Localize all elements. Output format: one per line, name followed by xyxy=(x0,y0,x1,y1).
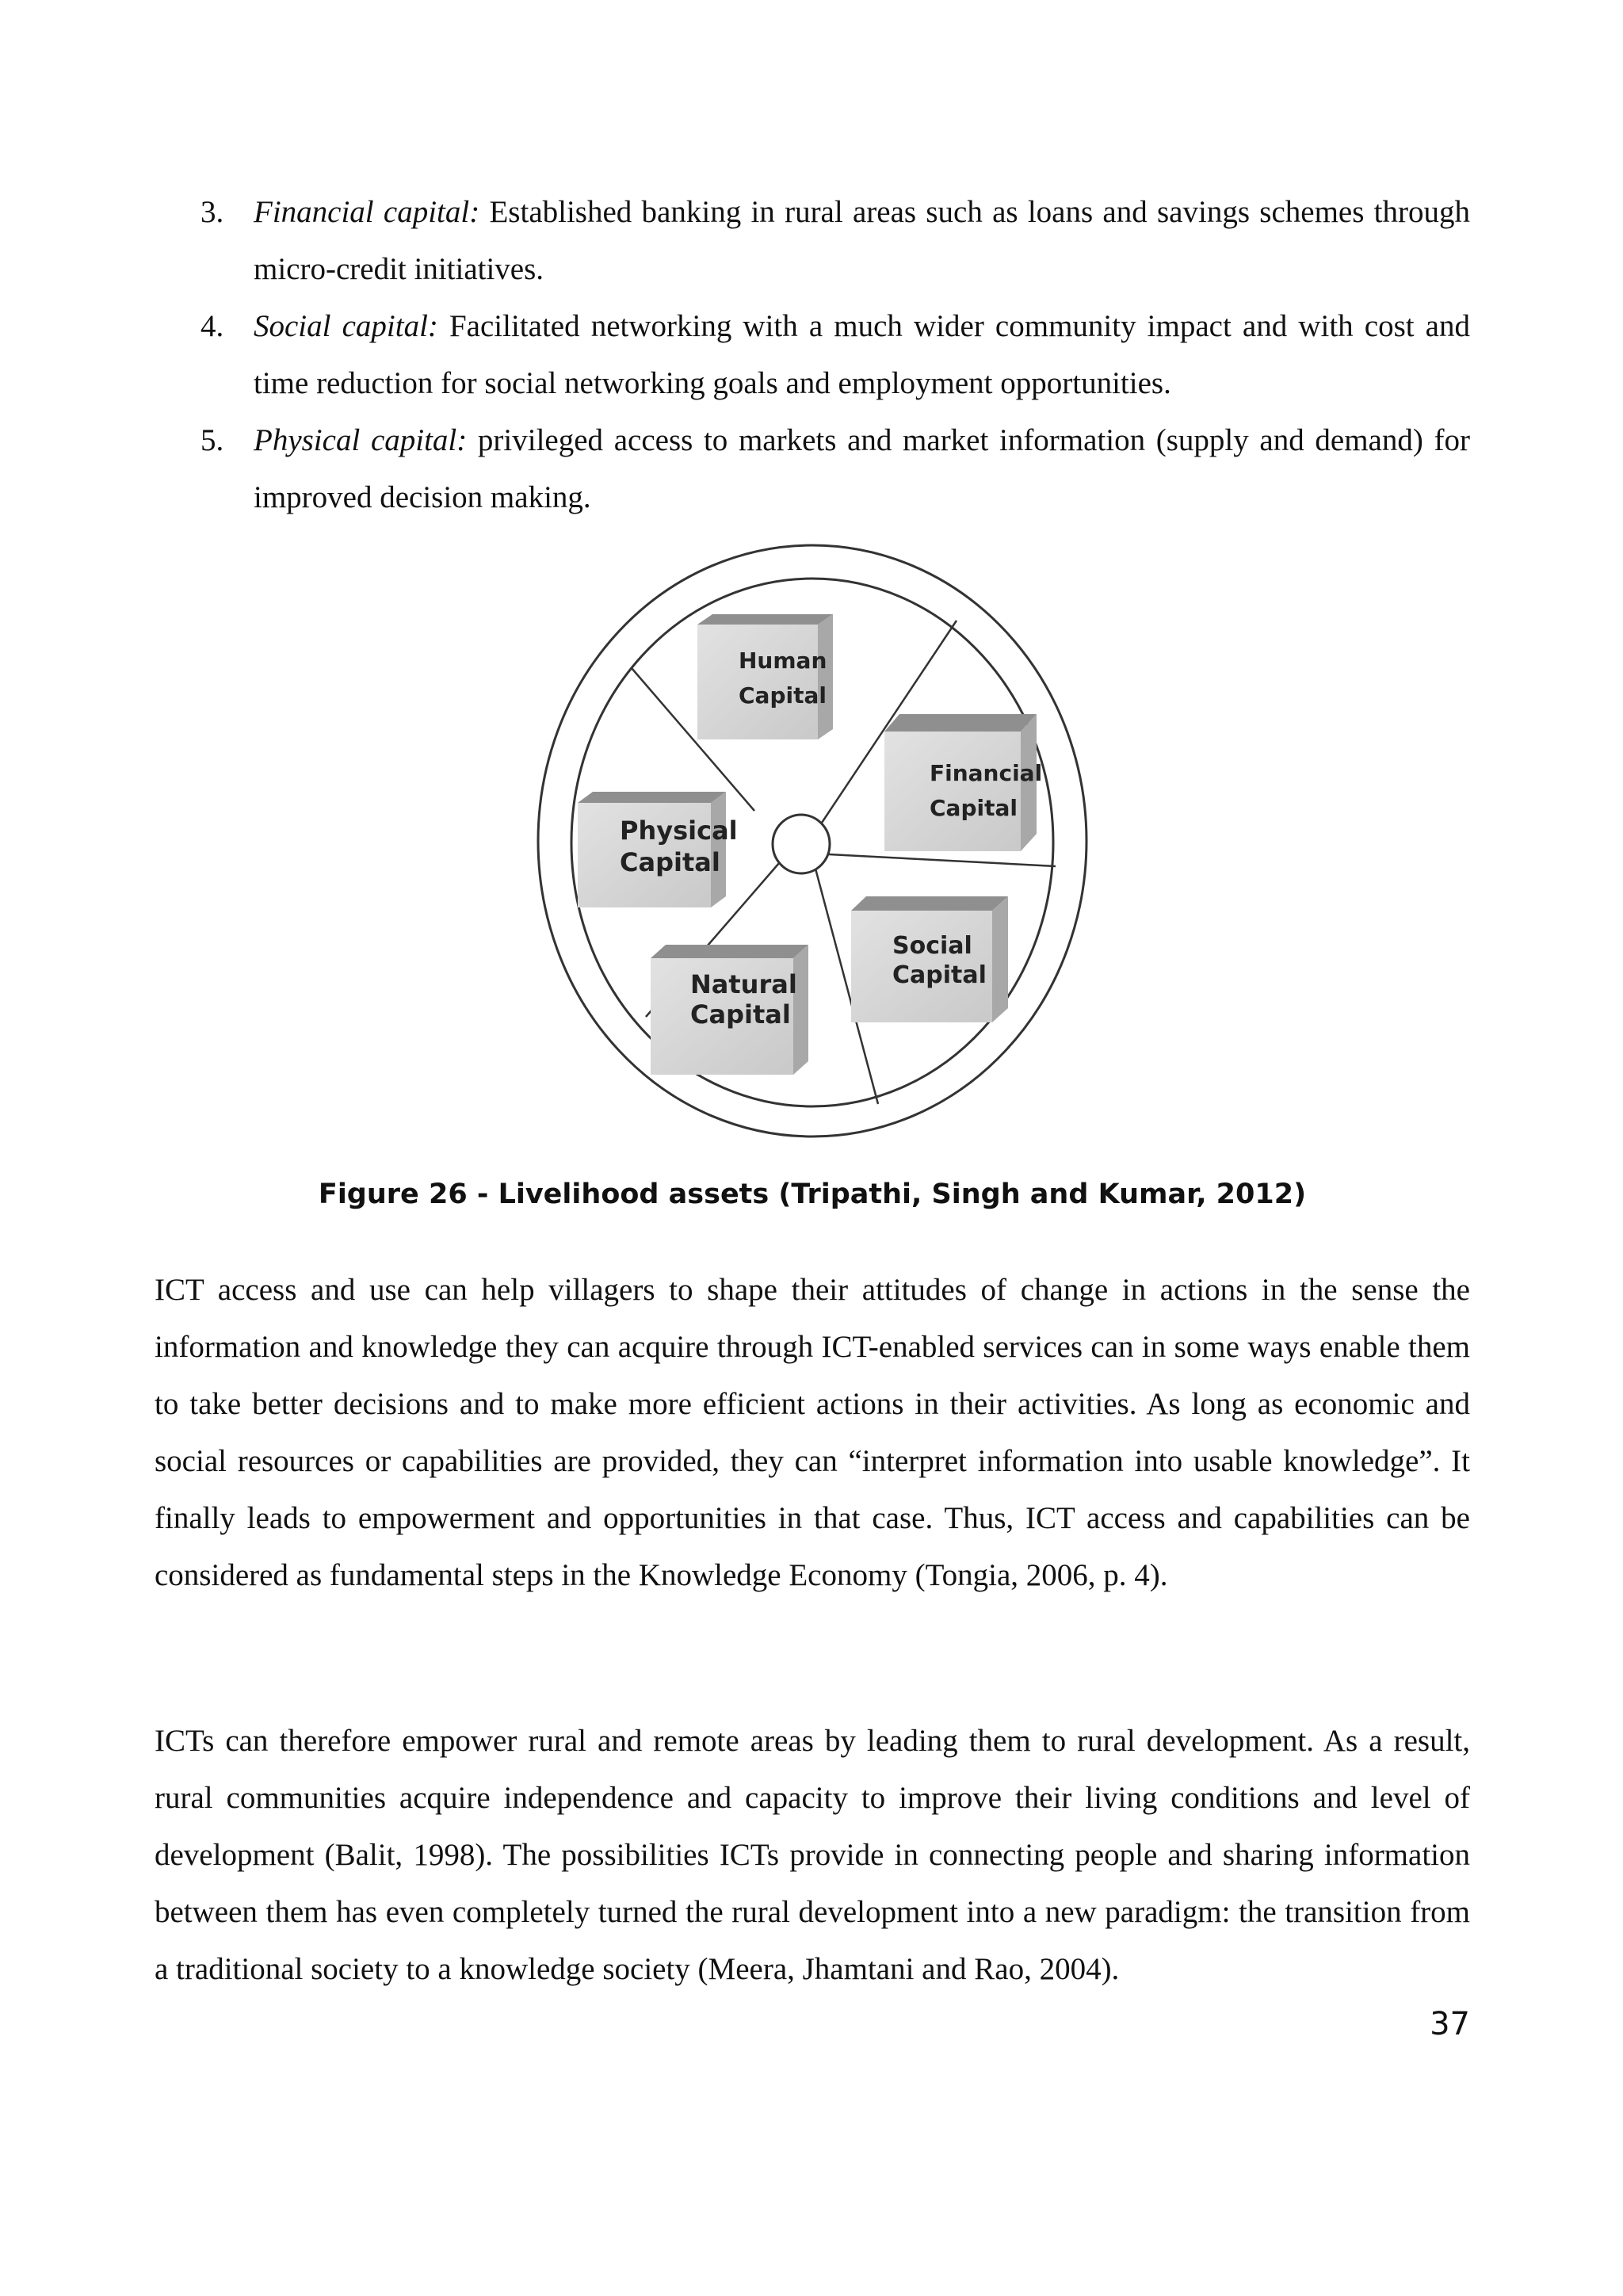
list-item-number: 4. xyxy=(200,309,224,343)
figure-caption: Figure 26 - Livelihood assets (Tripathi, Singh and Kumar, 2012) xyxy=(318,1179,1307,1210)
human-capital-label-line2: Capital xyxy=(739,682,827,709)
list-item-term: Financial capital: xyxy=(254,195,480,229)
list-item-description: privileged access to markets and market information (supply and demand) for improved decision making. xyxy=(254,423,1470,514)
list-item-description: Established banking in rural areas such as loans and savings schemes through micro-credit initiatives. xyxy=(254,195,1470,286)
page-number: 37 xyxy=(1430,2006,1470,2042)
list-item xyxy=(200,184,1470,298)
list-item-term: Social capital: xyxy=(254,309,438,343)
list-item xyxy=(200,298,1470,412)
financial-capital-box xyxy=(884,714,1042,851)
financial-capital-label-line2: Capital xyxy=(930,795,1018,821)
financial-capital-label-line1: Financial xyxy=(930,760,1043,786)
list-item-description: Facilitated networking with a much wider community impact and with cost and time reduction for social networking goals and employment opportunities. xyxy=(254,309,1470,400)
hub xyxy=(773,815,830,873)
list-item-number: 3. xyxy=(200,195,224,229)
social-capital-label-line2: Capital xyxy=(892,961,987,989)
list-item xyxy=(200,412,1470,526)
list-item-term: Physical capital: xyxy=(254,423,468,457)
human-capital-label-line1: Human xyxy=(739,648,827,674)
list-item-number: 5. xyxy=(200,423,224,457)
livelihood-wheel-diagram xyxy=(531,541,1094,1140)
social-capital-label-line1: Social xyxy=(892,932,972,960)
list-item-text xyxy=(254,184,1470,298)
list-item-text xyxy=(254,298,1470,412)
social-capital-box xyxy=(851,896,1008,1022)
natural-capital-box xyxy=(651,945,808,1075)
natural-capital-label-line1: Natural xyxy=(690,969,797,999)
physical-capital-label-line2: Capital xyxy=(620,847,720,877)
capital-list xyxy=(200,184,1470,526)
livelihood-assets-figure xyxy=(531,541,1094,1140)
physical-capital-label-line1: Physical xyxy=(620,816,738,846)
natural-capital-label-line2: Capital xyxy=(690,999,791,1030)
body-paragraph: ICT access and use can help villagers to shape their attitudes of change in actions in the sense the information and knowledge they can acquire through ICT-enabled services can in some ways enable them to take better decisions and to make more efficient actions in their activities. As long as economic and social resources or capabilities are provided, they can “interpret information into usable knowledge”. It finally leads to empowerment and opportunities in that case. Thus, ICT access and capabilities can be considered as fundamental steps in the Knowledge Economy (Tongia, 2006, p. 4). xyxy=(155,1273,1470,1592)
list-item-text xyxy=(254,412,1470,526)
human-capital-box xyxy=(697,614,833,739)
body-paragraph: ICTs can therefore empower rural and remote areas by leading them to rural development. As a result, rural communities acquire independence and capacity to improve their living conditions and level of development (Balit, 1998). The possibilities ICTs provide in connecting people and sharing information between them has even completely turned the rural development into a new paradigm: the transition from a traditional society to a knowledge society (Meera, Jhamtani and Rao, 2004). xyxy=(155,1724,1470,1986)
physical-capital-box xyxy=(578,792,738,907)
